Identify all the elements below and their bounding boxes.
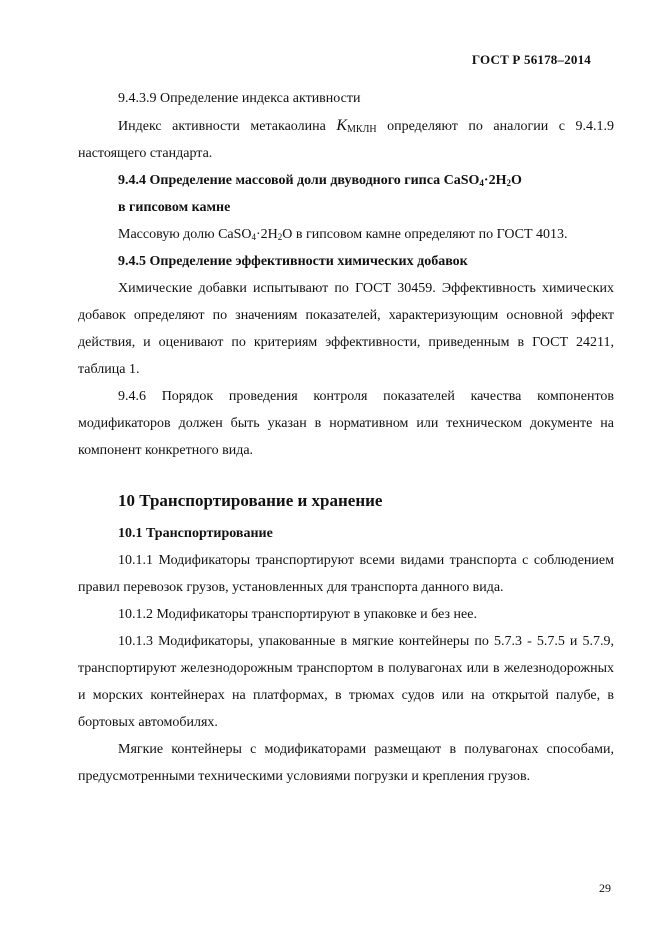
document-header: ГОСТ Р 56178–2014 [471,52,591,67]
heading-segment: 9.4.4 Определение массовой доли двуводного гипса CaSO [118,173,480,188]
subscript: 4 [251,232,257,242]
text-segment: ·2H [256,227,278,242]
subscript: 4 [479,178,484,188]
section-9-4-4-heading-line2: в гипсовом камне [118,200,231,215]
section-10-1-3-text: 10.1.3 Модификаторы, упакованные в мягкие контейнеры по 5.7.3 - 5.7.5 и 5.7.9, транспортируют железнодорожным транспортом в полувагонах или в железнодорожных и морских контейнерах на платформах, в трюмах судов или на открытой палубе, в бортовых автомобилях. [78,634,614,730]
subscript: 2 [506,178,511,188]
section-10-1-2-text: 10.1.2 Модификаторы транспортируют в упаковке и без нее. [118,607,477,622]
soft-containers-text: Мягкие контейнеры с модификаторами размещают в полувагонах способами, предусмотренными техническими условиями погрузки и крепления грузов. [78,742,614,784]
heading-segment: O [510,173,522,188]
section-9-4-5-text: Химические добавки испытывают по ГОСТ 30459. Эффективность химических добавок определяют по значениям показателей, характеризующим основной эффект действия, и оценивают по критериям эффективности, приведенным в ГОСТ 24211, таблица 1. [78,281,614,377]
text-segment: O в гипсовом камне определяют по ГОСТ 4013. [282,227,568,242]
section-9-4-6-text: 9.4.6 Порядок проведения контроля показателей качества компонентов модификаторов должен быть указан в нормативном или техническом документе на компонент конкретного вида. [78,389,614,458]
section-9-4-5-heading: 9.4.5 Определение эффективности химических добавок [118,254,468,269]
k-symbol: K [336,117,348,134]
subscript: 2 [277,232,283,242]
section-9-4-4-heading [78,167,614,194]
heading-segment: ·2H [483,173,507,188]
section-10-heading: 10 Транспортирование и хранение [118,491,383,510]
text-segment: определяют по аналогии с 9.4.1.9 настоящего стандарта. [78,119,615,161]
page-number: 29 [599,881,611,895]
section-10-1-heading: 10.1 Транспортирование [118,526,273,541]
section-9-4-4-text [78,221,614,248]
page-content [78,85,614,790]
text-segment: Индекс активности метакаолина [118,119,337,134]
section-9-4-3-9-text [78,112,614,167]
section-10-1-1-text: 10.1.1 Модификаторы транспортируют всеми видами транспорта с соблюдением правил перевозок грузов, установленных для транспорта данного вида. [78,553,614,595]
text-segment: Массовую долю CaSO [118,227,252,242]
section-9-4-3-9-heading: 9.4.3.9 Определение индекса активности [118,91,361,106]
k-subscript: МКЛН [347,124,377,135]
